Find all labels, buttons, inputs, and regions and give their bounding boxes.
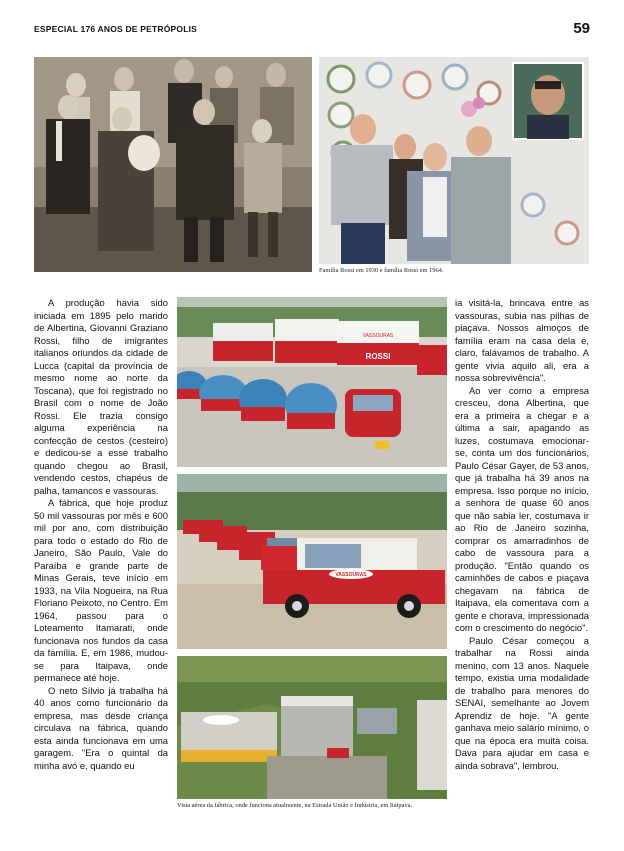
fleet-photo xyxy=(177,297,447,467)
paragraph: Ao ver como a empresa cresceu, dona Albertina, que era a primeira a chegar e a última a sair, apagando as luzes, costumava emocionar-se, conta um dos funcionários, Paulo César Gayer, de 53 anos, que já trabalha há 39 anos na empresa. Isso porque no início, a senhora de quase 60 anos que não sabia ler, costumava ir ao Rio de Janeiro sozinha, comprar os amarradinhos de cabo de vassoura para a produção. "Então quando os caminhões de cabos e piaçava chegavam na fábrica de Itaipava, ela comentava com a gente e chorava, impressionada com o crescimento do negócio". xyxy=(455,384,589,633)
family-1930-photo xyxy=(34,57,312,272)
text-column-right xyxy=(455,297,589,772)
paragraph: Paulo César começou a trabalhar na Rossi ainda menino, com 13 anos. Naquele tempo, existia uma modalidade de trabalho para menores do SENAI, semelhante ao Jovem Aprendiz de hoje. "A gente ganhava meio salário mínimo, o que na época era muita coisa. Dava para ajudar em casa e ainda sobrava", lembrou. xyxy=(455,634,589,771)
family-1964-photo xyxy=(319,57,589,264)
page-number: 59 xyxy=(573,20,590,37)
top-photo-caption: Família Rossi em 1930 e família Rossi em 1964. xyxy=(319,267,444,274)
paragraph: A produção havia sido iniciada em 1895 pelo marido de Albertina, Giovanni Graziano Rossi, filho de imigrantes italianos oriundos da cidade de Lucca (capital da província de mesmo nome ao norte da Toscana), que foi registrado no Brasil com o nome de João Rossi. Ele trazia consigo alguma experiência na confecção de cestos (cesteiro) e dedicou-se a esse trabalho quando chegou ao Brasil, vendendo cestos, chapéus de palha, tamancos e vassouras. xyxy=(34,297,168,496)
truck-label-vassouras: VASSOURAS xyxy=(362,333,394,339)
aerial-factory-photo xyxy=(177,656,447,799)
text-column-left xyxy=(34,297,168,772)
truck-label-rossi: ROSSI xyxy=(365,352,391,361)
bottom-photo-caption: Vista aérea da fábrica, onde funciona atualmente, na Estrada União e Indústria, em Itaipava. xyxy=(177,802,413,809)
van-label-vassouras: VASSOURAS xyxy=(335,572,367,578)
paragraph: A fábrica, que hoje produz 50 mil vassouras por mês e 600 mil por ano, com distribuição para todo o estado do Rio de Janeiro, São Paulo, Vale do Paraíba e grande parte de Minas Gerais, teve início em 1933, na Vila Nogueira, na Rua Floriano Peixoto, no Centro. Em 1964, passou para o Loteamento Itamarati, onde funcionava nos fundos da casa da família. E, em 1986, mudou-se para Itaipava, onde permanece até hoje. xyxy=(34,497,168,683)
vans-photo xyxy=(177,474,447,649)
section-title: ESPECIAL 176 ANOS DE PETRÓPOLIS xyxy=(34,24,198,34)
paragraph: O neto Sílvio já trabalha há 40 anos como funcionário da empresa, mas desde criança circulava na fábrica, quando esta ainda funcionava em uma garagem. "Era o quintal da minha avó e, quando eu xyxy=(34,684,168,771)
paragraph: ia visitá-la, brincava entre as vassouras, subia nas pilhas de piaçava. Nossos almoços de família eram na casa dela e, claro, falávamos de trabalho. A gente vivia aquilo ali, era a nossa sobrevivência". xyxy=(455,297,589,383)
